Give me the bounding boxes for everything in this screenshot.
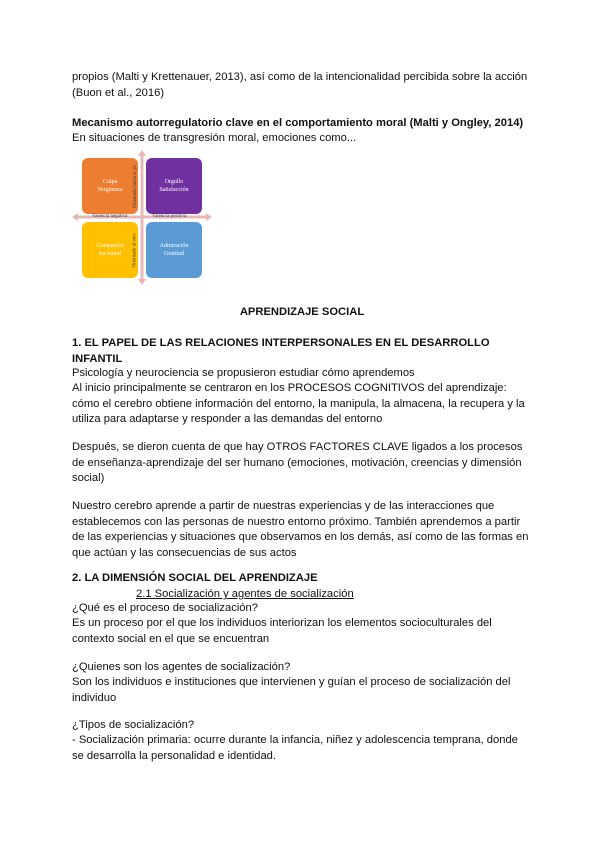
axis-label-positive: Valencia positiva bbox=[152, 214, 187, 219]
quadrant-culpa bbox=[82, 158, 138, 214]
section-title: APRENDIZAJE SOCIAL bbox=[239, 306, 365, 318]
answer-3: - Socialización primaria: ocurre durante la infancia, niñez y adolescencia temprana, donde se desarrolla la personalidad e identidad. bbox=[72, 734, 518, 762]
quadrant-label: Orgullo Satisfacción bbox=[159, 179, 189, 193]
section-2-heading: 2. LA DIMENSIÓN SOCIAL DEL APRENDIZAJE bbox=[72, 572, 318, 584]
axis-label-self: Orientado hacia el yo bbox=[132, 165, 138, 208]
section-1-line: Psicología y neurociencia se propusieron estudiar cómo aprendemos bbox=[72, 367, 415, 379]
section-1-para-2: Después, se dieron cuenta de que hay OTROS FACTORES CLAVE ligados a los procesos de enseñanza-aprendizaje del ser humano (emociones, motivación, creencias y dimensión social) bbox=[72, 441, 523, 484]
question-3: ¿Tipos de socialización? bbox=[72, 719, 195, 731]
question-1: ¿Qué es el proceso de socialización? bbox=[72, 602, 258, 614]
emotion-quadrant-diagram bbox=[72, 150, 212, 285]
quadrant-admiracion bbox=[146, 222, 202, 278]
section-1-para-3: Nuestro cerebro aprende a partir de nuestras experiencias y de las interacciones que establecemos con las personas de nuestro entorno próximo. También aprendemos a partir de las experiencias y situaciones que observamos en los demás, así como de las formas en que actúan y las consecuencias de sus actos bbox=[72, 500, 529, 559]
answer-1: Es un proceso por el que los individuos interiorizan los elementos socioculturales del contexto social en el que se encuentran bbox=[72, 617, 492, 645]
mecanismo-title: Mecanismo autorregulatorio clave en el comportamiento moral (Malti y Ongley, 2014) bbox=[72, 117, 524, 129]
quadrant-label: Compasión Ira moral bbox=[96, 243, 124, 257]
question-2: ¿Quienes son los agentes de socialización? bbox=[72, 661, 291, 673]
section-1-heading: 1. EL PAPEL DE LAS RELACIONES INTERPERSONALES EN EL DESARROLLO INFANTIL bbox=[72, 337, 490, 365]
quadrant-compasion bbox=[82, 222, 138, 278]
quadrant-label: Admiración Gratitud bbox=[159, 243, 189, 257]
paragraph-citation: propios (Malti y Krettenauer, 2013), así como de la intencionalidad percibida sobre la acción (Buon et al., 2016) bbox=[72, 71, 528, 99]
quadrant-label: Culpa Vergüenza bbox=[97, 179, 123, 193]
quadrant-orgullo bbox=[146, 158, 202, 214]
mecanismo-text: En situaciones de transgresión moral, emociones como... bbox=[72, 132, 357, 144]
subheading-text: 2.1 Socialización y agentes de socialización bbox=[136, 588, 354, 600]
axis-label-other: Orientado al otro bbox=[132, 233, 138, 268]
answer-2: Son los individuos e instituciones que intervienen y guían el proceso de socialización del individuo bbox=[72, 676, 511, 704]
axis-label-negative: Valencia negativa bbox=[92, 214, 128, 219]
section-1-para-1: Al inicio principalmente se centraron en los PROCESOS COGNITIVOS del aprendizaje: cómo el cerebro obtiene información del entorno, la manipula, la almacena, la recupera y la utiliza para adaptarse y responder a las demandas del entorno bbox=[72, 382, 525, 425]
